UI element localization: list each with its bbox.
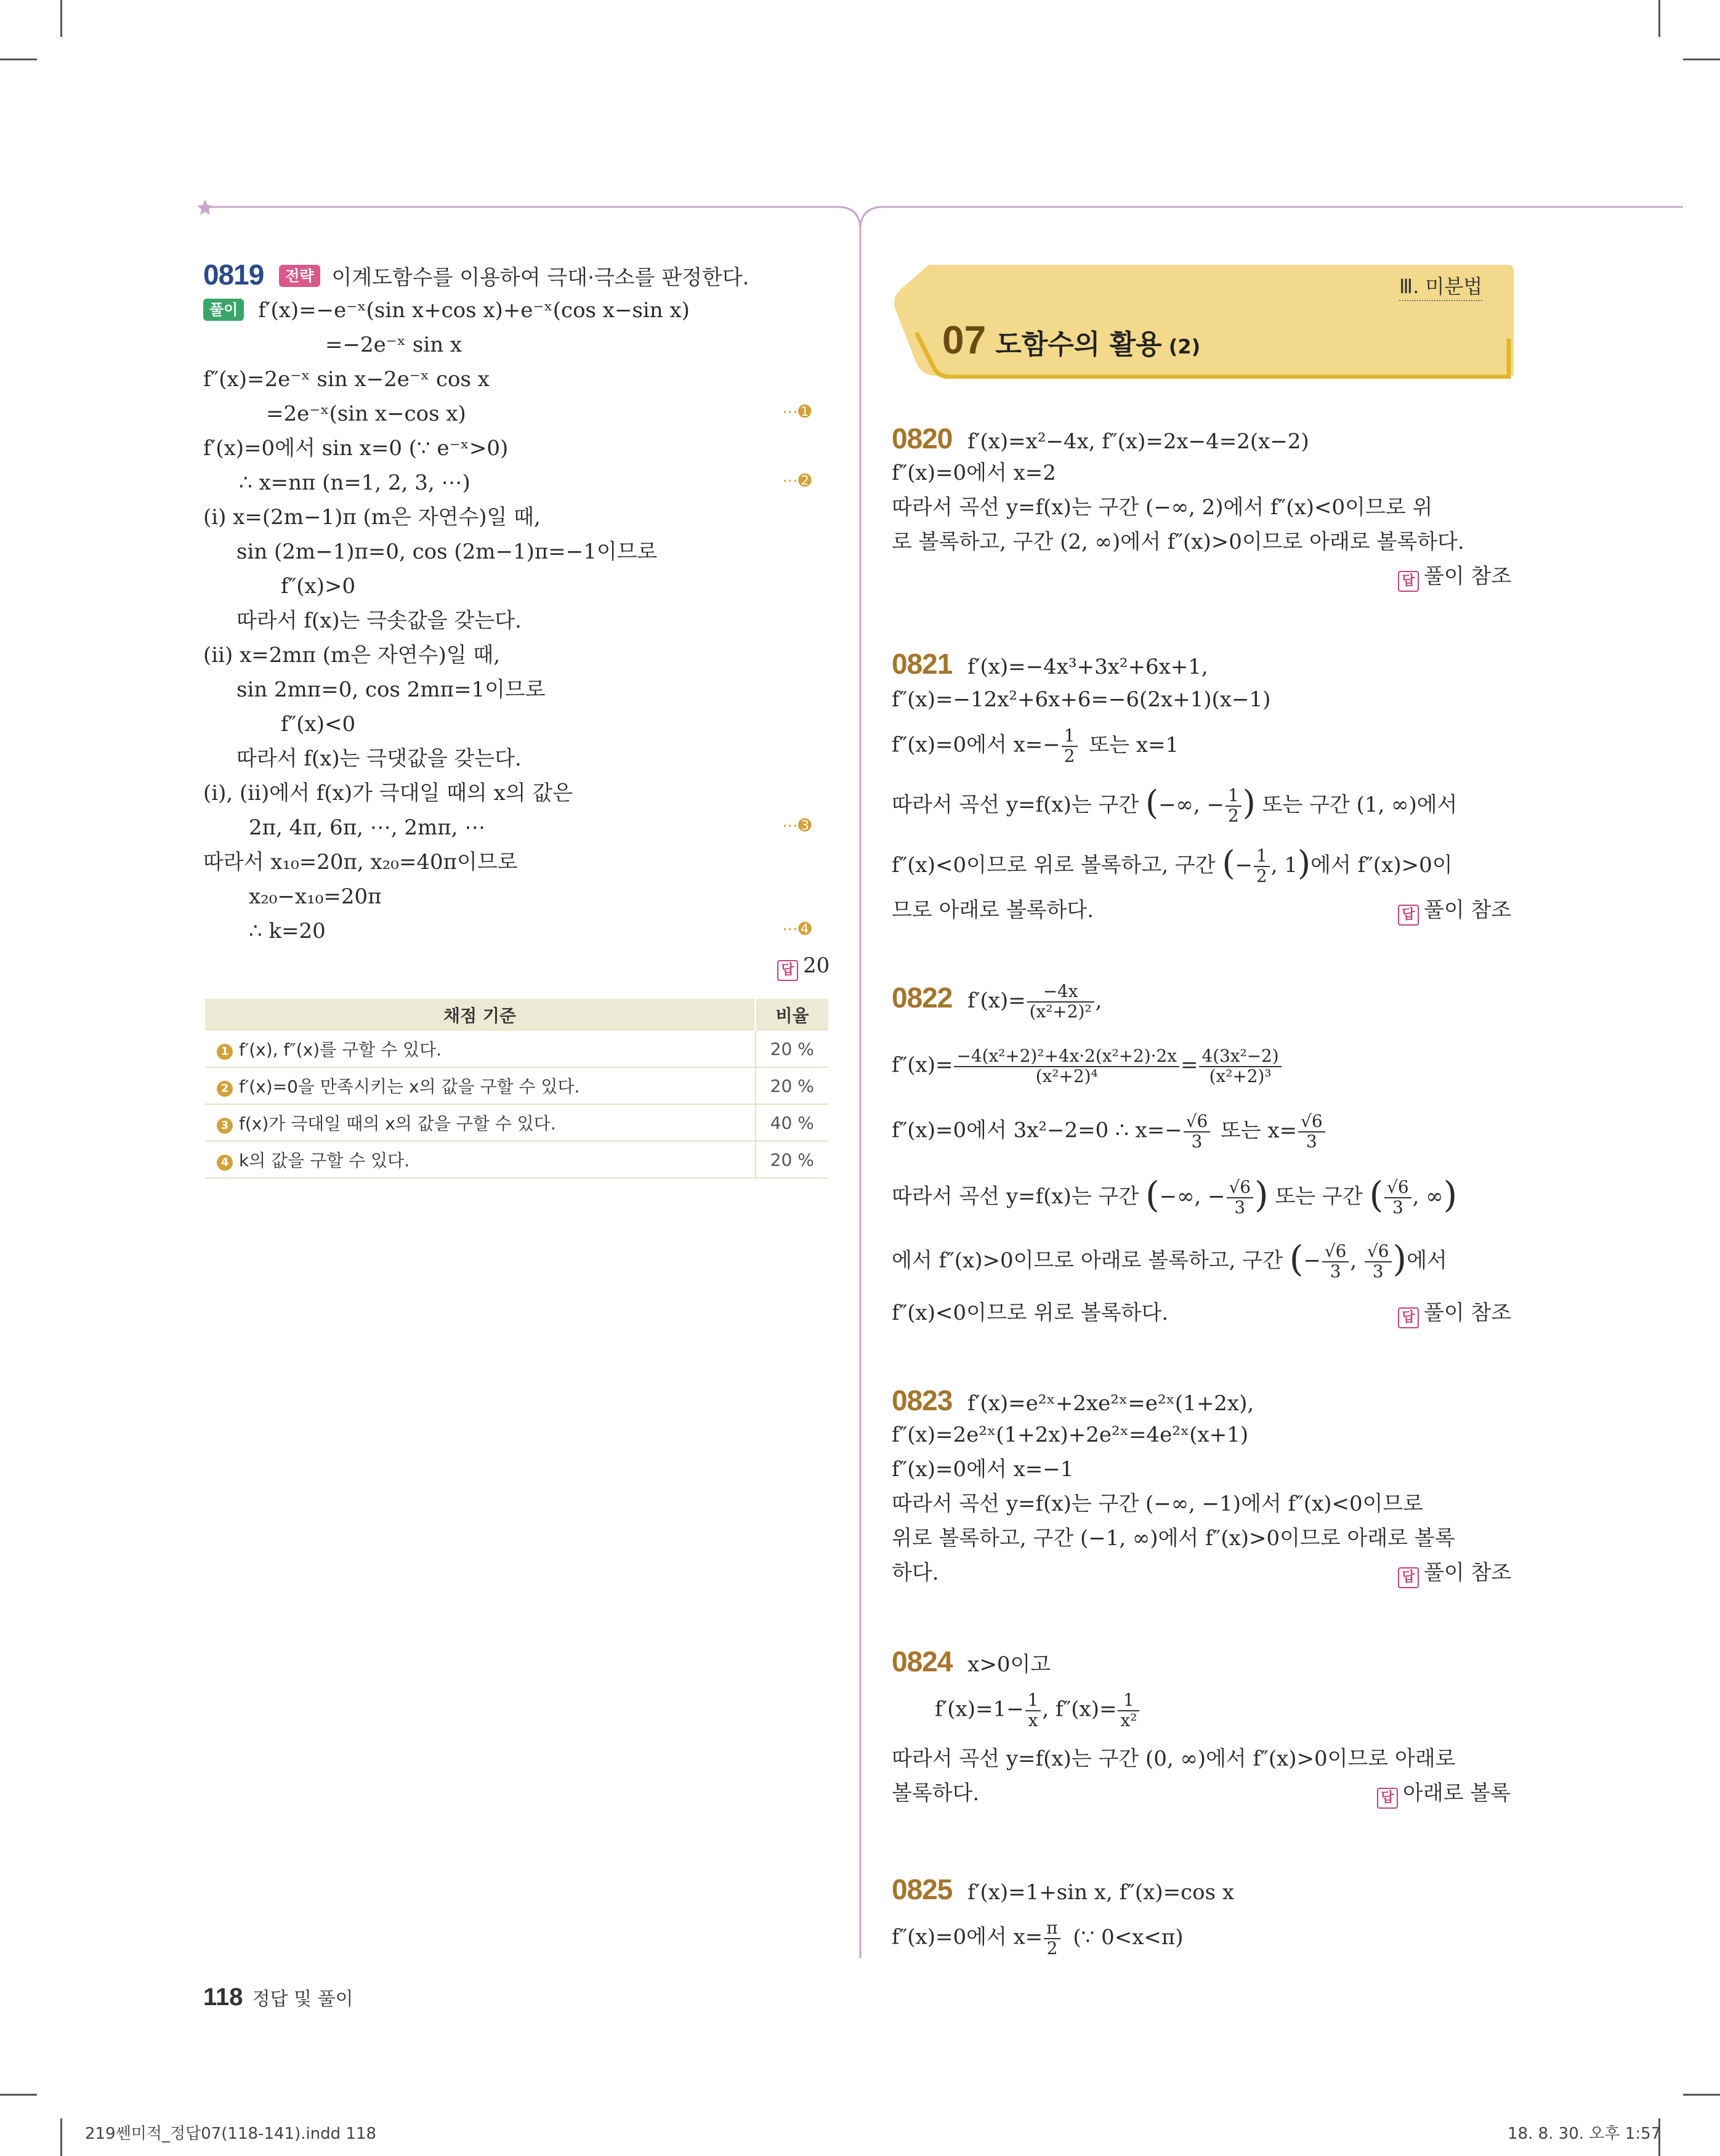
- fraction-numerator: √6: [1384, 1178, 1411, 1198]
- math-line: 따라서 곡선 y=f(x)는 구간 (−∞, 2)에서 f″(x)<0이므로 위: [892, 495, 1433, 520]
- fraction: [1322, 1242, 1349, 1281]
- criteria-number: 3: [217, 1118, 233, 1134]
- math-line: sin 2mπ=0, cos 2mπ=1이므로: [236, 677, 546, 702]
- fraction-numerator: 4(3x²−2): [1199, 1047, 1281, 1067]
- section-number: 07: [942, 318, 987, 362]
- criteria-ratio: 20 %: [756, 1067, 829, 1104]
- page-footer-label: 정답 및 풀이: [252, 1988, 353, 2010]
- grading-row: [205, 1104, 828, 1141]
- paren: (: [1369, 1174, 1384, 1216]
- math-line: f″(x)>0: [281, 574, 356, 599]
- math-text: 따라서 곡선 y=f(x)는 구간: [892, 1184, 1139, 1209]
- problem-number: 0821: [892, 648, 953, 680]
- fraction: [1062, 727, 1078, 765]
- answer-0819: [777, 953, 830, 981]
- paren: ): [1254, 1174, 1269, 1216]
- fraction-denominator: 2: [1046, 1937, 1058, 1958]
- criteria-number: 4: [217, 1155, 233, 1171]
- paren: ): [1242, 783, 1256, 822]
- math-line: 위로 볼록하고, 구간 (−1, ∞)에서 f″(x)>0이므로 아래로 볼록: [892, 1526, 1455, 1551]
- answer-icon: 답: [1398, 1567, 1419, 1588]
- math-line: f″(x)=−12x²+6x+6=−6(2x+1)(x−1): [892, 687, 1271, 712]
- problem-header-0819: [203, 257, 749, 295]
- math-text: f″(x)=0에서 x=: [892, 1924, 1043, 1950]
- math-line: 하다.: [892, 1560, 939, 1585]
- fraction-numerator: 1: [1025, 1691, 1041, 1711]
- math-text: 에서: [1407, 1248, 1447, 1273]
- math-line: f″(x)=2e²ˣ(1+2x)+2e²ˣ=4e²ˣ(x+1): [892, 1423, 1249, 1447]
- answer-value: 풀이 참조: [1424, 1301, 1512, 1325]
- fraction-denominator: 3: [1234, 1197, 1246, 1217]
- fraction-denominator: 3: [1372, 1261, 1384, 1282]
- fraction-numerator: π: [1044, 1919, 1060, 1939]
- criteria-text: k의 값을 구할 수 있다.: [239, 1150, 410, 1171]
- math-text: f″(x)<0이므로 위로 볼록하고, 구간: [892, 853, 1216, 878]
- answer-0822: [1398, 1296, 1511, 1330]
- fraction-numerator: −4(x²+2)²+4x·2(x²+2)·2x: [954, 1047, 1179, 1067]
- strategy-tag: 전략: [279, 265, 320, 287]
- math-line: 에서 f″(x)>0이므로 아래로 볼록하고, 구간 (− $\frac{√6}{3}$ , $\frac{√6}{3}$ )에서: [892, 1238, 1447, 1282]
- answer-value: 풀이 참조: [1424, 564, 1512, 589]
- math-line: [892, 1112, 1326, 1151]
- paren: ): [1443, 1174, 1458, 1216]
- fraction: [1044, 1919, 1060, 1958]
- math-line: f″(x)<0이므로 위로 볼록하다.: [892, 1301, 1169, 1325]
- math-line: f″(x)=0에서 x=−1: [892, 1457, 1074, 1482]
- answer-0821: [1398, 893, 1511, 927]
- fraction-denominator: 3: [1306, 1131, 1317, 1152]
- math-line: ∴ x=nπ (n=1, 2, 3, ⋯): [239, 470, 470, 495]
- answer-icon: 답: [777, 960, 798, 981]
- paren: (: [1222, 844, 1235, 882]
- step-marker: ⋯➊: [782, 403, 812, 421]
- star-icon: [197, 200, 213, 215]
- fraction-numerator: 1: [1062, 727, 1078, 747]
- fraction-numerator: 1: [1118, 1691, 1139, 1711]
- answer-0824: [1377, 1776, 1511, 1811]
- math-line: f′(x)=−4x³+3x²+6x+1,: [967, 655, 1208, 679]
- answer-icon: 답: [1398, 571, 1419, 592]
- math-text: , 1: [1270, 853, 1298, 878]
- problem-0822: 0822 f′(x)= $\frac{-4x}{\text{(x²+2)²}}$ ,: [892, 981, 1102, 1022]
- fraction-numerator: √6: [1322, 1242, 1349, 1262]
- math-line: x>0이고: [967, 1652, 1051, 1677]
- problem-0824: [892, 1644, 1051, 1682]
- math-line: f″(x)<0: [281, 712, 356, 737]
- grading-row: [205, 1067, 828, 1104]
- fraction-numerator: 1: [1225, 786, 1242, 807]
- fraction-denominator: (x²+2)³: [1209, 1065, 1272, 1086]
- problem-0825: [892, 1872, 1234, 1910]
- file-slug: 219쎈미적_정답07(118-141).indd 118: [85, 2125, 377, 2143]
- math-line: 므로 아래로 볼록하다.: [892, 898, 1094, 923]
- criteria-number: 2: [217, 1081, 233, 1097]
- math-text: 에서 f″(x)>0이: [1310, 853, 1453, 878]
- math-line: [892, 846, 1453, 886]
- problem-number: 0820: [892, 422, 953, 454]
- section-name: 도함수의 활용: [995, 329, 1162, 360]
- math-line: (ⅱ) x=2mπ (m은 자연수)일 때,: [203, 643, 501, 668]
- math-line: 따라서 f(x)는 극댓값을 갖는다.: [236, 746, 522, 771]
- math-line: 따라서 f(x)는 극솟값을 갖는다.: [236, 608, 522, 633]
- fraction-denominator: 3: [1191, 1131, 1203, 1152]
- math-line: f′(x)=1+sin x, f″(x)=cos x: [967, 1880, 1235, 1905]
- fraction: [1227, 1178, 1254, 1217]
- math-line: (ⅰ) x=(2m−1)π (m은 자연수)일 때,: [203, 505, 541, 530]
- math-line: =2e⁻ˣ(sin x−cos x): [266, 402, 466, 426]
- criteria-header: 채점 기준: [205, 999, 756, 1031]
- fraction-denominator: x²: [1120, 1710, 1137, 1730]
- answer-0820: [1398, 559, 1511, 594]
- math-line: f″(x)= $\frac{\text{−4(x²+2)²+4x·2(x²+2)·2x}}{\text{(x²+2)⁴}}$ = $\frac{\text{4(3x²−2)}}{\text{(x²+2)³}}$: [892, 1047, 1283, 1086]
- answer-0823: [1398, 1556, 1511, 1590]
- math-text: f″(x)=0에서 x=−: [892, 732, 1060, 757]
- fraction-numerator: √6: [1365, 1242, 1392, 1262]
- fraction-denominator: x: [1028, 1710, 1038, 1730]
- problem-number: 0825: [892, 1873, 953, 1905]
- math-text: 또는 구간: [1275, 1184, 1363, 1209]
- fraction-denominator: 2: [1256, 866, 1267, 886]
- problem-0821: [892, 647, 1208, 684]
- answer-icon: 답: [1377, 1788, 1398, 1809]
- math-line: [892, 783, 1458, 826]
- fraction: [1384, 1178, 1411, 1217]
- grading-row: [205, 1031, 828, 1067]
- fraction: [1027, 982, 1094, 1021]
- math-line: 따라서 곡선 y=f(x)는 구간 (−∞, −1)에서 f″(x)<0이므로: [892, 1492, 1424, 1516]
- paren: ): [1392, 1238, 1407, 1280]
- math-line: =−2e⁻ˣ sin x: [325, 333, 462, 357]
- fraction: [954, 1047, 1179, 1086]
- fraction: [1225, 786, 1242, 825]
- math-line: f′(x)=−e⁻ˣ(sin x+cos x)+e⁻ˣ(cos x−sin x): [258, 298, 690, 323]
- fraction-numerator: −4x: [1027, 982, 1094, 1003]
- grading-table: [205, 999, 828, 1179]
- chapter-label: Ⅲ. 미분법: [1399, 273, 1482, 301]
- problem-number: 0824: [892, 1645, 953, 1678]
- answer-icon: 답: [1398, 1307, 1419, 1328]
- fraction-numerator: √6: [1227, 1178, 1254, 1198]
- crop-mark: [60, 2118, 62, 2156]
- math-line: f″(x)=0에서 x=2: [892, 461, 1056, 485]
- fraction-denominator: (x²+2)⁴: [1035, 1065, 1098, 1086]
- math-line: 따라서 곡선 y=f(x)는 구간 (0, ∞)에서 f″(x)>0이므로 아래로: [892, 1746, 1456, 1771]
- problem-0823: [892, 1383, 1254, 1421]
- paren: (: [1145, 1174, 1160, 1216]
- math-text: 따라서 곡선 y=f(x)는 구간: [892, 793, 1139, 817]
- step-marker: ⋯➋: [782, 472, 812, 490]
- fraction-numerator: 1: [1254, 847, 1270, 867]
- fraction: [1025, 1691, 1041, 1730]
- page-footer: [203, 1982, 353, 2017]
- math-line: f″(x)=2e⁻ˣ sin x−2e⁻ˣ cos x: [203, 367, 490, 392]
- math-line: f′(x)=x²−4x, f″(x)=2x−4=2(x−2): [967, 429, 1309, 454]
- math-line: 로 볼록하고, 구간 (2, ∞)에서 f″(x)>0이므로 아래로 볼록하다.: [892, 530, 1464, 554]
- step-marker: ⋯➍: [782, 920, 812, 939]
- math-text: 또는 구간 (1, ∞)에서: [1262, 793, 1458, 817]
- math-text: , ∞: [1412, 1184, 1443, 1209]
- crop-mark: [1683, 2094, 1720, 2096]
- fraction-denominator: 3: [1330, 1261, 1341, 1282]
- paren: (: [1289, 1238, 1304, 1280]
- criteria-ratio: 20 %: [756, 1031, 829, 1067]
- fraction-denominator: 2: [1064, 745, 1075, 766]
- math-text: f′(x)=: [967, 988, 1026, 1013]
- paren: (: [1145, 783, 1159, 822]
- math-line: 따라서 x₁₀=20π, x₂₀=40π이므로: [203, 850, 518, 874]
- step-marker: ⋯➌: [782, 817, 812, 835]
- section-part: (2): [1168, 335, 1201, 358]
- paren: ): [1298, 844, 1311, 882]
- problem-number: 0823: [892, 1384, 953, 1416]
- math-text: 또는 x=: [1221, 1118, 1298, 1143]
- math-text: f″(x)=0에서 3x²−2=0 ∴ x=−: [892, 1118, 1182, 1143]
- strategy-text: 이계도함수를 이용하여 극대·극소를 판정한다.: [331, 265, 749, 290]
- math-line: [892, 1174, 1458, 1217]
- timestamp: 18. 8. 30. 오후 1:57: [1508, 2125, 1661, 2143]
- answer-value: 풀이 참조: [1424, 1560, 1512, 1585]
- fraction-numerator: √6: [1184, 1112, 1211, 1133]
- answer-value: 아래로 볼록: [1403, 1781, 1511, 1806]
- math-line: sin (2m−1)π=0, cos (2m−1)π=−1이므로: [236, 539, 658, 564]
- math-line: x₂₀−x₁₀=20π: [249, 884, 382, 909]
- math-text: f″(x)=: [892, 1052, 953, 1078]
- math-line: (ⅰ), (ⅱ)에서 f(x)가 극대일 때의 x의 값은: [203, 781, 573, 805]
- fraction: [1365, 1242, 1392, 1281]
- grading-row: [205, 1141, 828, 1178]
- answer-icon: 답: [1398, 905, 1419, 926]
- math-text: , f″(x)=: [1042, 1697, 1117, 1722]
- fraction-denominator: 2: [1227, 805, 1239, 826]
- criteria-text: f(x)가 극대일 때의 x의 값을 구할 수 있다.: [239, 1113, 556, 1134]
- grading-header: [205, 999, 828, 1031]
- page-number: 118: [203, 1984, 243, 2011]
- criteria-ratio: 40 %: [756, 1104, 829, 1141]
- math-line: [892, 727, 1179, 765]
- math-line: f′(x)=0에서 sin x=0 (∵ e⁻ˣ>0): [203, 436, 509, 461]
- math-line: 볼록하다.: [892, 1781, 980, 1806]
- math-line: 2π, 4π, 6π, ⋯, 2mπ, ⋯: [249, 815, 486, 840]
- math-text: −∞, −: [1159, 1184, 1225, 1209]
- math-line: [892, 1919, 1184, 1958]
- criteria-text: f′(x)=0을 만족시키는 x의 값을 구할 수 있다.: [239, 1076, 580, 1097]
- problem-number: 0819: [203, 259, 264, 291]
- criteria-ratio: 20 %: [756, 1141, 829, 1178]
- fraction: [1118, 1691, 1139, 1730]
- criteria-text: f′(x), f″(x)를 구할 수 있다.: [239, 1040, 442, 1060]
- math-text: −∞, −: [1158, 793, 1224, 817]
- crop-mark: [0, 2094, 37, 2096]
- solution-tag: 풀이: [203, 299, 244, 321]
- fraction-numerator: √6: [1298, 1112, 1325, 1133]
- math-text: 또는 x=1: [1089, 732, 1179, 757]
- section-title: [942, 315, 1200, 375]
- fraction: [1184, 1112, 1211, 1151]
- math-line: ∴ k=20: [249, 919, 326, 943]
- fraction: [1254, 847, 1270, 886]
- criteria-number: 1: [217, 1044, 233, 1060]
- fraction-denominator: 3: [1392, 1197, 1403, 1217]
- fraction: [1199, 1047, 1281, 1086]
- ratio-header: 비율: [756, 999, 829, 1031]
- math-text: −: [1235, 853, 1253, 878]
- math-text: 에서 f″(x)>0이므로 아래로 볼록하고, 구간: [892, 1248, 1283, 1273]
- problem-number: 0822: [892, 982, 953, 1014]
- fraction: [1298, 1112, 1325, 1151]
- math-text: (∵ 0<x<π): [1073, 1924, 1184, 1950]
- math-line: f′(x)=e²ˣ+2xe²ˣ=e²ˣ(1+2x),: [967, 1391, 1254, 1416]
- fraction-denominator: (x²+2)²: [1029, 1001, 1092, 1022]
- answer-value: 풀이 참조: [1424, 898, 1512, 923]
- math-line: [935, 1691, 1141, 1730]
- solution-line: [203, 293, 690, 328]
- problem-0820: [892, 421, 1309, 459]
- answer-value: 20: [803, 953, 830, 978]
- math-text: f′(x)=1−: [935, 1697, 1024, 1722]
